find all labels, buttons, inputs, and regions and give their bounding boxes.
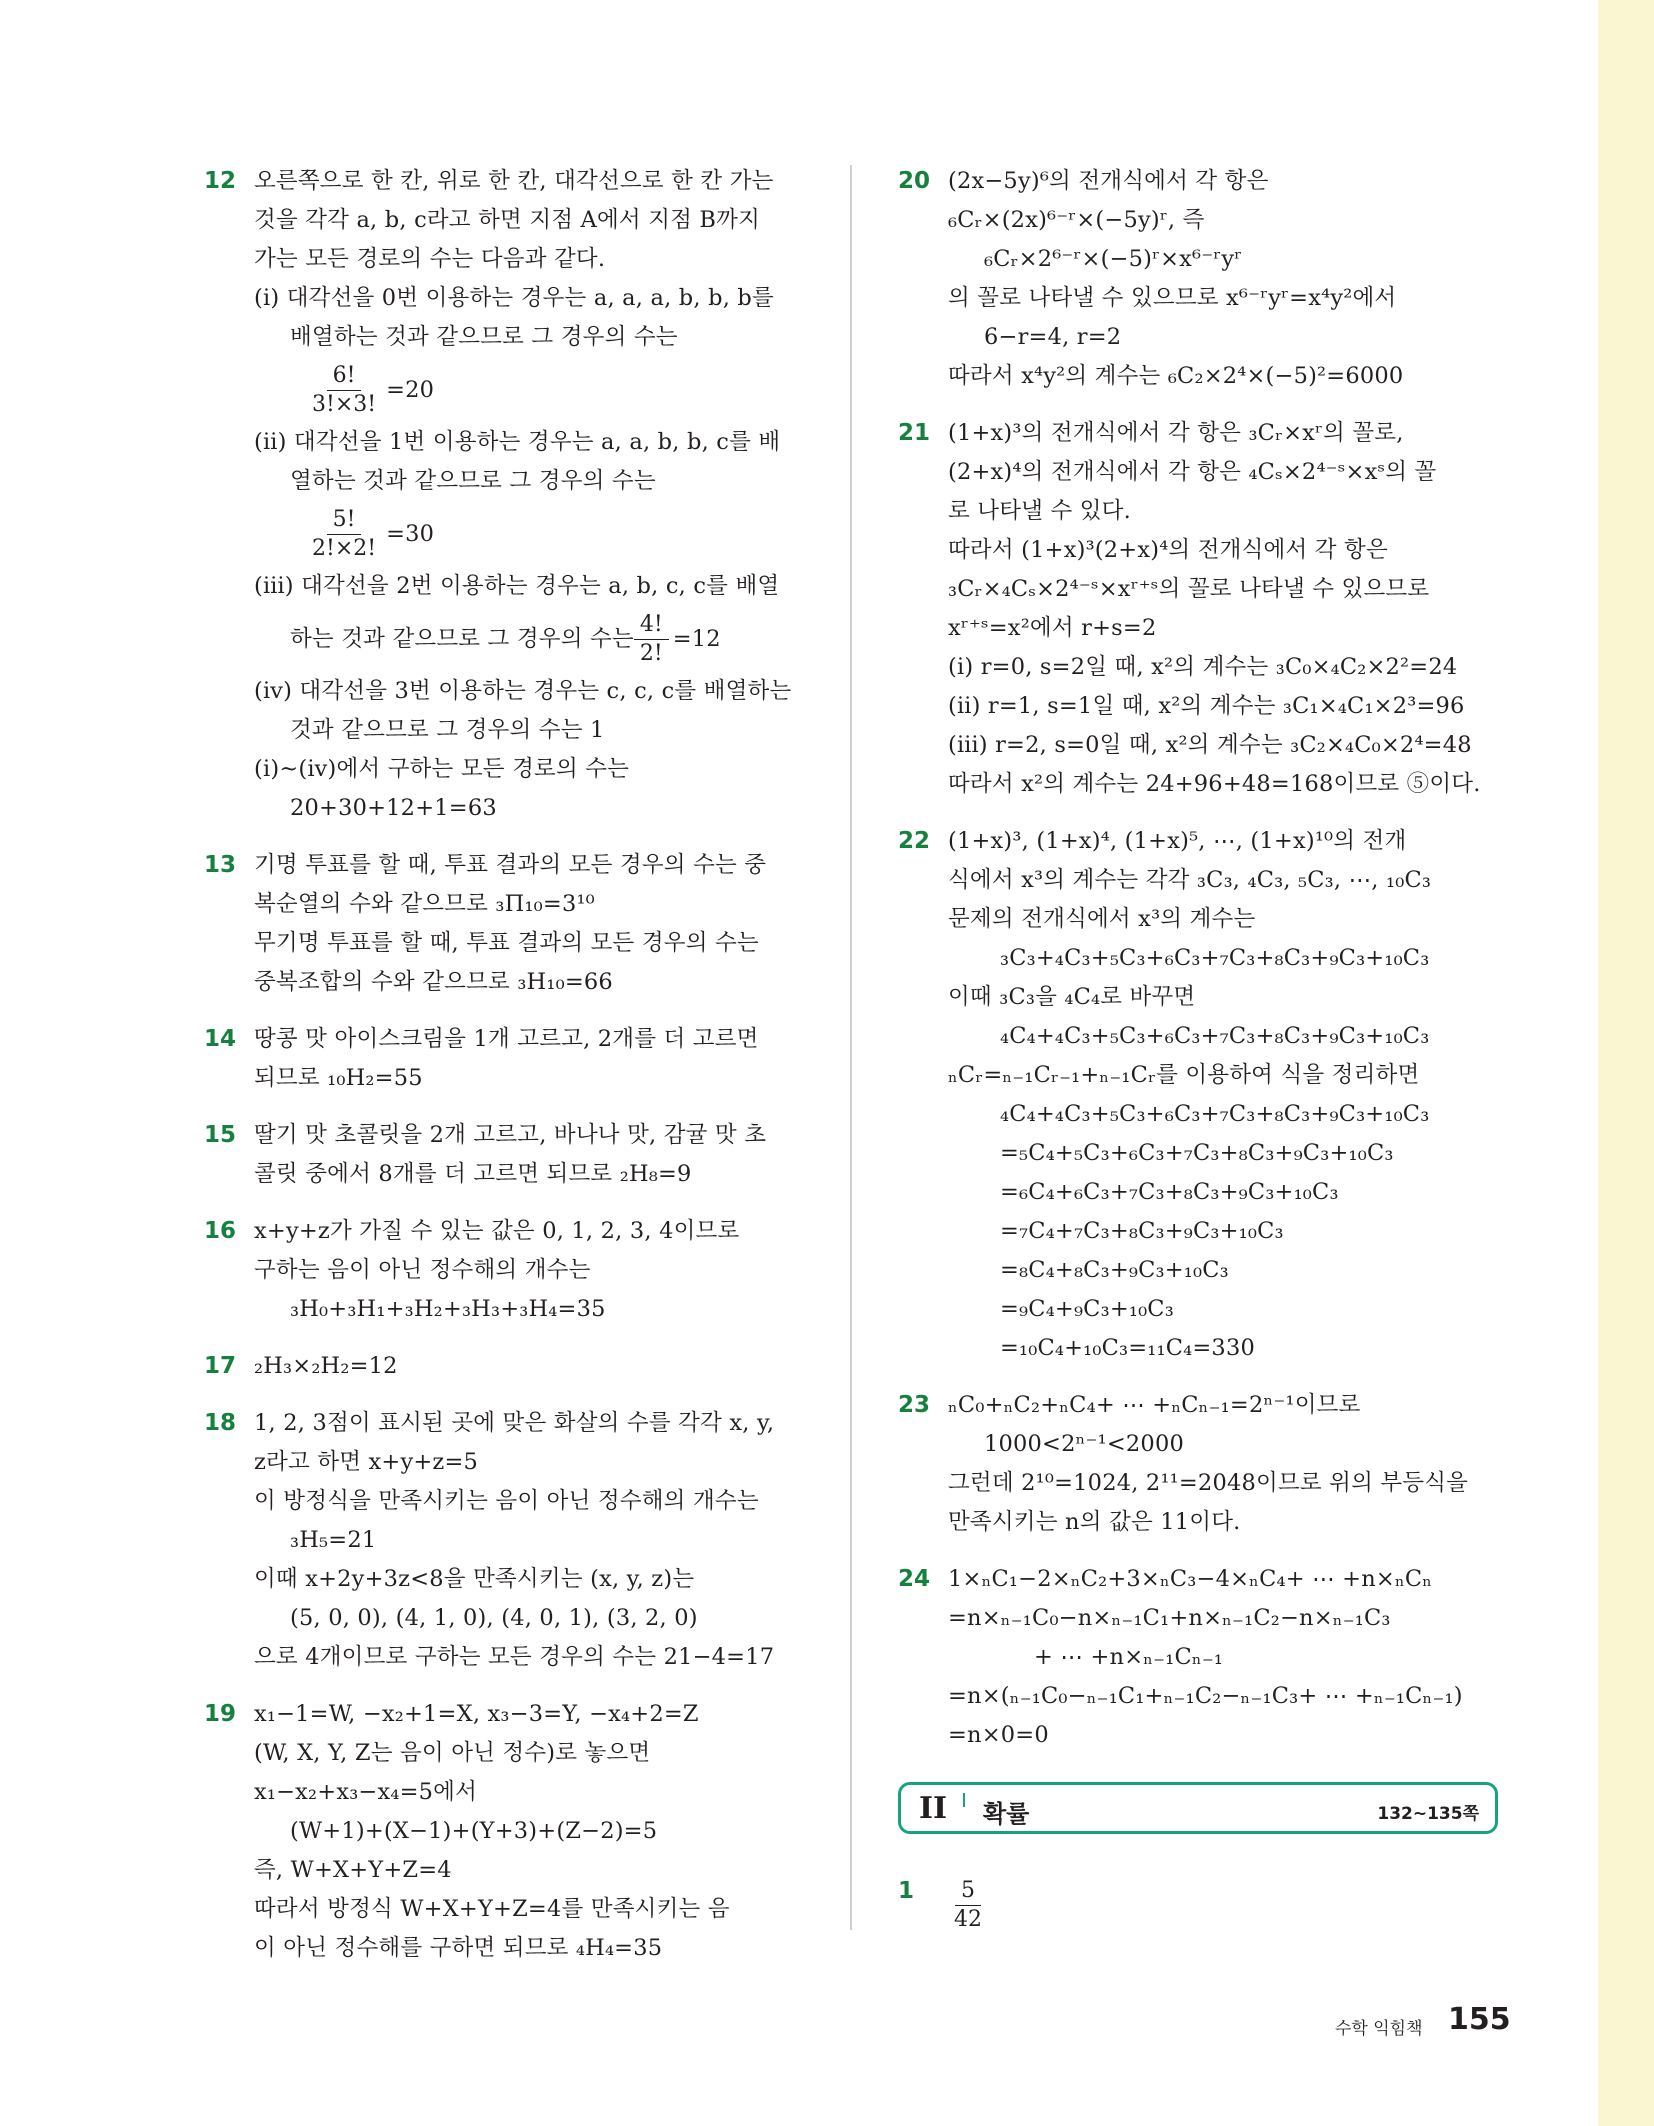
fraction-line	[254, 606, 804, 672]
solution-line: 6−r=4, r=2	[984, 324, 1122, 350]
fraction-denominator: 2!	[639, 640, 663, 666]
solution-line: 되므로 ₁₀H₂=55	[254, 1065, 423, 1091]
solution-line: 의 꼴로 나타낼 수 있으므로 x⁶⁻ʳyʳ=x⁴y²에서	[948, 285, 1397, 311]
solution-line: =n×0=0	[948, 1722, 1049, 1748]
section-title: 확률	[983, 1800, 1030, 1828]
solution-line: (ⅰ)~(ⅳ)에서 구하는 모든 경로의 수는	[254, 756, 630, 782]
right-column	[898, 162, 1498, 1773]
text-after-fraction: =30	[386, 520, 435, 547]
problem-18	[204, 1404, 804, 1677]
solution-line: 이 아닌 정수해를 구하면 되므로 ₄H₄=35	[254, 1935, 663, 1961]
problem-13	[204, 846, 804, 1002]
text-before-fraction: 하는 것과 같으므로 그 경우의 수는	[290, 625, 634, 652]
problem-number: 16	[204, 1218, 237, 1244]
solution-line: =₅C₄+₅C₃+₆C₃+₇C₃+₈C₃+₉C₃+₁₀C₃	[1000, 1140, 1394, 1166]
fraction-numerator: 5!	[327, 506, 362, 535]
solution-line: 열하는 것과 같으므로 그 경우의 수는	[290, 468, 656, 494]
solution-line: 배열하는 것과 같으므로 그 경우의 수는	[290, 324, 678, 350]
solution-line: 따라서 방정식 W+X+Y+Z=4를 만족시키는 음	[254, 1896, 730, 1922]
solution-line: 따라서 (1+x)³(2+x)⁴의 전개식에서 각 항은	[948, 537, 1388, 563]
solution-line: (W, X, Y, Z는 음이 아닌 정수)로 놓으면	[254, 1740, 651, 1766]
solution-line: (ⅱ) 대각선을 1번 이용하는 경우는 a, a, b, b, c를 배	[254, 429, 781, 455]
problem-14	[204, 1020, 804, 1098]
problem-number: 24	[898, 1566, 931, 1592]
problem-16	[204, 1212, 804, 1329]
left-column	[204, 162, 804, 1986]
solution-line: =₆C₄+₆C₃+₇C₃+₈C₃+₉C₃+₁₀C₃	[1000, 1179, 1339, 1205]
problem-number: 17	[204, 1353, 237, 1379]
problem-15	[204, 1116, 804, 1194]
fraction-denominator: 3!×3!	[312, 391, 377, 417]
solution-line: xʳ⁺ˢ=x²에서 r+s=2	[948, 615, 1157, 641]
solution-line: 오른쪽으로 한 칸, 위로 한 칸, 대각선으로 한 칸 가는	[254, 168, 774, 194]
solution-line: ₆Cᵣ×2⁶⁻ʳ×(−5)ʳ×x⁶⁻ʳyʳ	[984, 246, 1243, 272]
solution-line: 이 방정식을 만족시키는 음이 아닌 정수해의 개수는	[254, 1488, 759, 1514]
solution-line: (ⅰ) 대각선을 0번 이용하는 경우는 a, a, a, b, b, b를	[254, 285, 774, 311]
solution-line: 즉, W+X+Y+Z=4	[254, 1857, 452, 1883]
solution-line: ₃Cᵣ×₄Cₛ×2⁴⁻ˢ×xʳ⁺ˢ의 꼴로 나타낼 수 있으므로	[948, 576, 1430, 602]
answer-1-line	[948, 1872, 1148, 1938]
solution-line: + ⋯ +n×ₙ₋₁Cₙ₋₁	[1034, 1644, 1224, 1670]
fraction-denominator: 2!×2!	[312, 535, 377, 561]
fraction-numerator: 5	[955, 1877, 981, 1906]
text-after-fraction: =12	[672, 625, 721, 652]
fraction-line	[254, 357, 804, 423]
solution-line: ₙC₀+ₙC₂+ₙC₄+ ⋯ +ₙCₙ₋₁=2ⁿ⁻¹이므로	[948, 1392, 1361, 1418]
problem-19	[204, 1695, 804, 1968]
section-tick-mark	[963, 1793, 965, 1807]
solution-line: (ⅰ) r=0, s=2일 때, x²의 계수는 ₃C₀×₄C₂×2²=24	[948, 654, 1458, 680]
section-roman-numeral: II	[919, 1791, 948, 1826]
solution-line: =n×(ₙ₋₁C₀−ₙ₋₁C₁+ₙ₋₁C₂−ₙ₋₁C₃+ ⋯ +ₙ₋₁Cₙ₋₁)	[948, 1683, 1463, 1709]
problem-22	[898, 822, 1498, 1368]
book-title-footer: 수학 익힘책	[1335, 2019, 1423, 2039]
solution-line: 콜릿 중에서 8개를 더 고르면 되므로 ₂H₈=9	[254, 1161, 692, 1187]
solution-line: (1+x)³, (1+x)⁴, (1+x)⁵, ⋯, (1+x)¹⁰의 전개	[948, 828, 1407, 854]
problem-number: 12	[204, 168, 237, 194]
problem-17	[204, 1347, 804, 1386]
solution-line: 식에서 x³의 계수는 각각 ₃C₃, ₄C₃, ₅C₃, ⋯, ₁₀C₃	[948, 867, 1432, 893]
solution-line: x₁−x₂+x₃−x₄=5에서	[254, 1779, 478, 1805]
problem-number: 1	[898, 1878, 915, 1904]
solution-line: 로 나타낼 수 있다.	[948, 498, 1131, 524]
problem-21	[898, 414, 1498, 804]
problem-20	[898, 162, 1498, 396]
fraction-numerator: 6!	[327, 362, 362, 391]
problem-number: 15	[204, 1122, 237, 1148]
solution-line: ₃H₀+₃H₁+₃H₂+₃H₃+₃H₄=35	[290, 1296, 606, 1322]
fraction	[306, 362, 382, 419]
fraction	[634, 611, 669, 668]
solution-line: 만족시키는 n의 값은 11이다.	[948, 1509, 1241, 1535]
solution-line: 이때 ₃C₃을 ₄C₄로 바꾸면	[948, 984, 1196, 1010]
solution-line: =₈C₄+₈C₃+₉C₃+₁₀C₃	[1000, 1257, 1229, 1283]
solution-line: x₁−1=W, −x₂+1=X, x₃−3=Y, −x₄+2=Z	[254, 1701, 699, 1727]
solution-line: 따라서 x⁴y²의 계수는 ₆C₂×2⁴×(−5)²=6000	[948, 363, 1404, 389]
solution-line: ₃C₃+₄C₃+₅C₃+₆C₃+₇C₃+₈C₃+₉C₃+₁₀C₃	[1000, 945, 1430, 971]
fraction-line	[254, 501, 804, 567]
column-divider	[850, 165, 852, 1930]
solution-line: (2x−5y)⁶의 전개식에서 각 항은	[948, 168, 1269, 194]
solution-line: ₙCᵣ=ₙ₋₁Cᵣ₋₁+ₙ₋₁Cᵣ를 이용하여 식을 정리하면	[948, 1062, 1420, 1088]
solution-line: x+y+z가 가질 수 있는 값은 0, 1, 2, 3, 4이므로	[254, 1218, 740, 1244]
solution-line: z라고 하면 x+y+z=5	[254, 1449, 479, 1475]
fraction	[948, 1877, 988, 1934]
solution-line: 그런데 2¹⁰=1024, 2¹¹=2048이므로 위의 부등식을	[948, 1470, 1469, 1496]
problem-number: 22	[898, 828, 931, 854]
solution-line: 것과 같으므로 그 경우의 수는 1	[290, 717, 605, 743]
problem-12	[204, 162, 804, 828]
page-number: 155	[1448, 2002, 1511, 2037]
solution-line: 딸기 맛 초콜릿을 2개 고르고, 바나나 맛, 감귤 맛 초	[254, 1122, 767, 1148]
problem-number: 19	[204, 1701, 237, 1727]
problem-23	[898, 1386, 1498, 1542]
solution-line: 으로 4개이므로 구하는 모든 경우의 수는 21−4=17	[254, 1644, 775, 1670]
solution-line: 따라서 x²의 계수는 24+96+48=168이므로 ⑤이다.	[948, 771, 1481, 797]
solution-line: 가는 모든 경로의 수는 다음과 같다.	[254, 246, 606, 272]
solution-line: 1000<2ⁿ⁻¹<2000	[984, 1431, 1184, 1457]
problem-number: 14	[204, 1026, 237, 1052]
page-edge-tab	[1598, 0, 1654, 2126]
solution-line: 이때 x+2y+3z<8을 만족시키는 (x, y, z)는	[254, 1566, 695, 1592]
solution-line: 기명 투표를 할 때, 투표 결과의 모든 경우의 수는 중	[254, 852, 767, 878]
solution-line: (ⅱ) r=1, s=1일 때, x²의 계수는 ₃C₁×₄C₁×2³=96	[948, 693, 1465, 719]
solution-line: 복순열의 수와 같으므로 ₃Π₁₀=3¹⁰	[254, 891, 595, 917]
problem-24	[898, 1560, 1498, 1755]
solution-line: 땅콩 맛 아이스크림을 1개 고르고, 2개를 더 고르면	[254, 1026, 759, 1052]
solution-line: ₂H₃×₂H₂=12	[254, 1353, 398, 1379]
fraction	[306, 506, 382, 563]
problem-number: 23	[898, 1392, 931, 1418]
problem-number: 20	[898, 168, 931, 194]
problem-number: 21	[898, 420, 931, 446]
solution-line: (5, 0, 0), (4, 1, 0), (4, 0, 1), (3, 2, 0)	[290, 1605, 698, 1631]
solution-line: 무기명 투표를 할 때, 투표 결과의 모든 경우의 수는	[254, 930, 759, 956]
solution-line: ₆Cᵣ×(2x)⁶⁻ʳ×(−5y)ʳ, 즉	[948, 207, 1205, 233]
section-page-range: 132~135쪽	[1377, 1804, 1479, 1824]
solution-line: 1, 2, 3점이 표시된 곳에 맞은 화살의 수를 각각 x, y,	[254, 1410, 775, 1436]
solution-line: (ⅲ) 대각선을 2번 이용하는 경우는 a, b, c, c를 배열	[254, 573, 780, 599]
fraction-numerator: 4!	[634, 611, 669, 640]
solution-line: 것을 각각 a, b, c라고 하면 지점 A에서 지점 B까지	[254, 207, 761, 233]
fraction-denominator: 42	[954, 1906, 982, 1932]
solution-line: 문제의 전개식에서 x³의 계수는	[948, 906, 1256, 932]
solution-line: =₁₀C₄+₁₀C₃=₁₁C₄=330	[1000, 1335, 1255, 1361]
solution-line: ₄C₄+₄C₃+₅C₃+₆C₃+₇C₃+₈C₃+₉C₃+₁₀C₃	[1000, 1023, 1430, 1049]
solution-line: (2+x)⁴의 전개식에서 각 항은 ₄Cₛ×2⁴⁻ˢ×xˢ의 꼴	[948, 459, 1437, 485]
solution-line: (ⅳ) 대각선을 3번 이용하는 경우는 c, c, c를 배열하는	[254, 678, 792, 704]
problem-number: 13	[204, 852, 237, 878]
solution-line: (W+1)+(X−1)+(Y+3)+(Z−2)=5	[290, 1818, 658, 1844]
answer-1	[898, 1872, 1148, 1938]
solution-line: =₇C₄+₇C₃+₈C₃+₉C₃+₁₀C₃	[1000, 1218, 1284, 1244]
solution-line: =n×ₙ₋₁C₀−n×ₙ₋₁C₁+n×ₙ₋₁C₂−n×ₙ₋₁C₃	[948, 1605, 1391, 1631]
solution-line: (1+x)³의 전개식에서 각 항은 ₃Cᵣ×xʳ의 꼴로,	[948, 420, 1404, 446]
solution-line: ₄C₄+₄C₃+₅C₃+₆C₃+₇C₃+₈C₃+₉C₃+₁₀C₃	[1000, 1101, 1430, 1127]
solution-line: 20+30+12+1=63	[290, 795, 497, 821]
solution-line: 중복조합의 수와 같으므로 ₃H₁₀=66	[254, 969, 613, 995]
text-after-fraction: =20	[386, 376, 435, 403]
solution-line: 1×ₙC₁−2×ₙC₂+3×ₙC₃−4×ₙC₄+ ⋯ +n×ₙCₙ	[948, 1566, 1433, 1592]
solution-line: 구하는 음이 아닌 정수해의 개수는	[254, 1257, 591, 1283]
solution-line: (ⅲ) r=2, s=0일 때, x²의 계수는 ₃C₂×₄C₀×2⁴=48	[948, 732, 1472, 758]
problem-number: 18	[204, 1410, 237, 1436]
solution-line: =₉C₄+₉C₃+₁₀C₃	[1000, 1296, 1174, 1322]
section-header-probability	[898, 1782, 1498, 1834]
solution-line: ₃H₅=21	[290, 1527, 377, 1553]
